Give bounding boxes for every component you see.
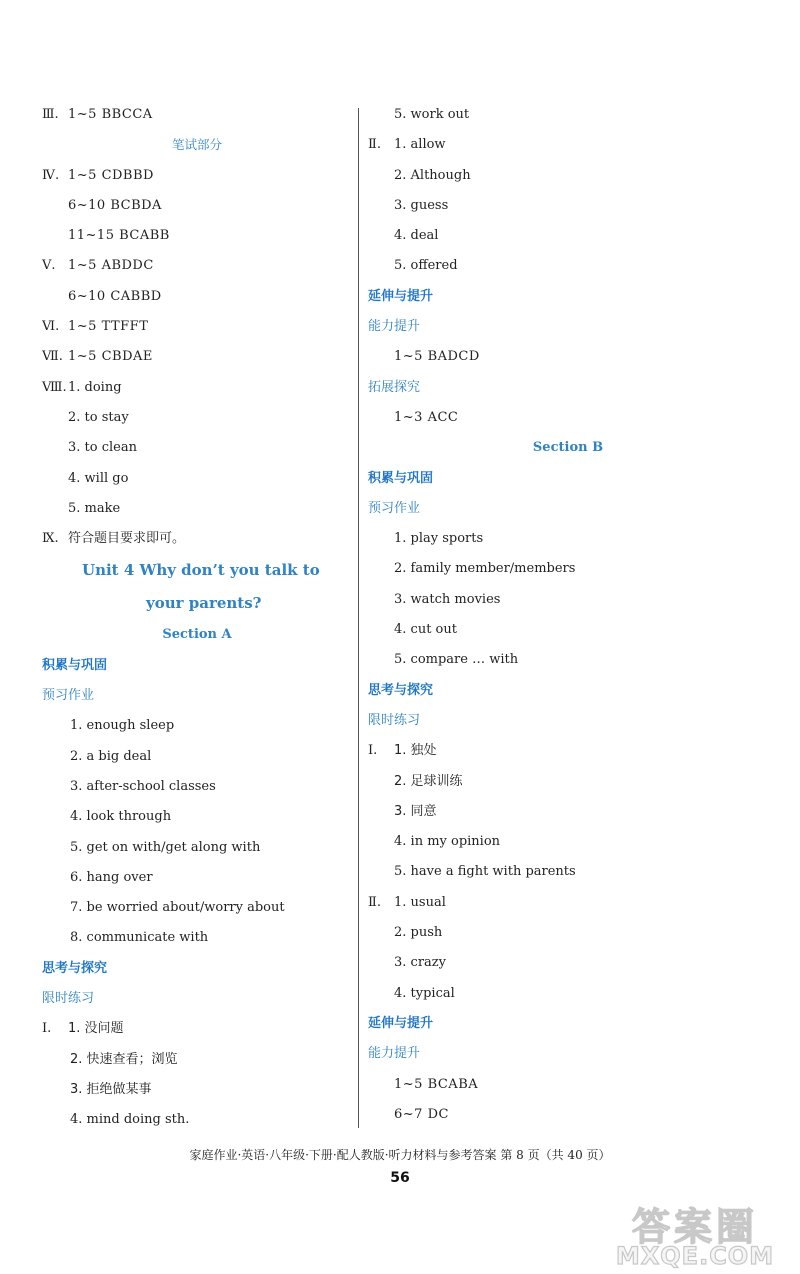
answer-line: 5. make	[68, 500, 121, 516]
subsection-heading: 限时练习	[42, 991, 95, 1007]
answer-line: 6~7 DC	[394, 1106, 449, 1122]
list-item: 4. look through	[70, 809, 172, 825]
list-item: 2. family member/members	[394, 561, 576, 577]
answer-line: Ⅲ. 1~5 BBCCA	[42, 107, 153, 122]
subsection-heading: 预习作业	[368, 500, 421, 516]
answer-line: 5. work out	[394, 107, 470, 122]
answer-line: 3. crazy	[394, 955, 446, 971]
subsection-heading: 能力提升	[368, 319, 421, 335]
section-heading: 思考与探究	[42, 960, 108, 976]
subsection-heading: 预习作业	[42, 688, 95, 704]
section-a-title: Section A	[162, 627, 232, 643]
answer-line: 4. typical	[394, 985, 455, 1001]
answer-line: Ⅱ. 1. allow	[368, 137, 446, 153]
section-heading: 思考与探究	[368, 682, 434, 698]
answer-line: Ⅳ. 1~5 CDBBD	[42, 167, 154, 183]
list-item: 8. communicate with	[70, 930, 209, 946]
answer-line: Ⅶ. 1~5 CBDAE	[42, 349, 153, 365]
answer-line: 4. in my opinion	[394, 834, 501, 850]
answer-line: Ⅰ. 1. 独处	[368, 743, 437, 759]
answer-line: 3. 同意	[394, 803, 437, 819]
section-heading: 延伸与提升	[368, 1015, 434, 1031]
answer-line: Ⅴ. 1~5 ABDDC	[42, 258, 154, 274]
answer-line: 4. deal	[394, 228, 439, 244]
list-item: 1. enough sleep	[70, 718, 175, 734]
column-divider	[358, 108, 359, 1128]
list-item: 6. hang over	[70, 869, 153, 885]
answer-line: 3. guess	[394, 197, 449, 213]
list-item: 5. compare … with	[394, 652, 519, 668]
section-b-title: Section B	[532, 440, 604, 456]
answer-line: 5. have a fight with parents	[394, 864, 576, 880]
list-item: 2. a big deal	[70, 748, 152, 764]
answer-line: 2. 足球训练	[394, 773, 463, 789]
section-heading: 延伸与提升	[368, 288, 434, 304]
answer-line: 11~15 BCABB	[68, 228, 170, 244]
answer-line: 6~10 CABBD	[68, 288, 162, 304]
answer-line: 2. to stay	[68, 409, 129, 425]
list-item: 3. after-school classes	[70, 778, 216, 794]
list-item: 5. get on with/get along with	[70, 839, 261, 855]
answer-line: 3. to clean	[68, 440, 137, 456]
subsection-heading: 限时练习	[368, 712, 421, 728]
list-item: 3. watch movies	[394, 591, 501, 607]
answer-line: 5. offered	[394, 258, 458, 274]
answer-line: 1~5 BADCD	[394, 349, 480, 365]
list-item: 7. be worried about/worry about	[70, 900, 285, 916]
answer-line: Ⅱ. 1. usual	[368, 894, 446, 910]
section-heading: 积累与巩固	[368, 470, 434, 486]
answer-line: 1~5 BCABA	[394, 1076, 479, 1092]
left-column	[42, 100, 352, 1136]
answer-line: Ⅵ. 1~5 TTFFT	[42, 319, 149, 335]
answer-line: 6~10 BCBDA	[68, 197, 162, 213]
answer-line: Ⅷ.1. doing	[42, 379, 122, 395]
answer-line: 2. push	[394, 925, 443, 941]
right-column	[368, 100, 768, 1130]
subsection-heading: 能力提升	[368, 1046, 421, 1062]
answer-line: 4. will go	[68, 470, 129, 486]
answer-line: 3. 拒绝做某事	[70, 1081, 152, 1097]
written-part-title: 笔试部分	[171, 137, 222, 153]
watermark-main-text: 答案圈	[631, 1205, 758, 1249]
list-item: 1. play sports	[394, 531, 484, 547]
unit-title-continued: your parents?	[146, 594, 262, 613]
page-number: 56	[390, 1170, 410, 1186]
subsection-heading: 拓展探究	[368, 379, 421, 395]
watermark-site-text: MXQE.COM	[615, 1242, 775, 1270]
answer-line: 2. 快速查看；浏览	[70, 1051, 178, 1067]
answer-line: 2. Although	[394, 167, 471, 183]
section-heading: 积累与巩固	[42, 657, 108, 673]
watermark-logo	[600, 1196, 790, 1272]
answer-line: 4. mind doing sth.	[70, 1112, 190, 1128]
unit-title: Unit 4 Why don’t you talk to	[82, 561, 320, 580]
page-footer: 家庭作业·英语·八年级·下册·配人教版·听力材料与参考答案 第 8 页（共 40 页）	[189, 1148, 611, 1162]
list-item: 4. cut out	[394, 622, 457, 638]
answer-line: Ⅰ. 1. 没问题	[42, 1021, 124, 1037]
answer-line: 1~3 ACC	[394, 409, 459, 425]
answer-line: Ⅸ. 符合题目要求即可。	[42, 531, 186, 547]
